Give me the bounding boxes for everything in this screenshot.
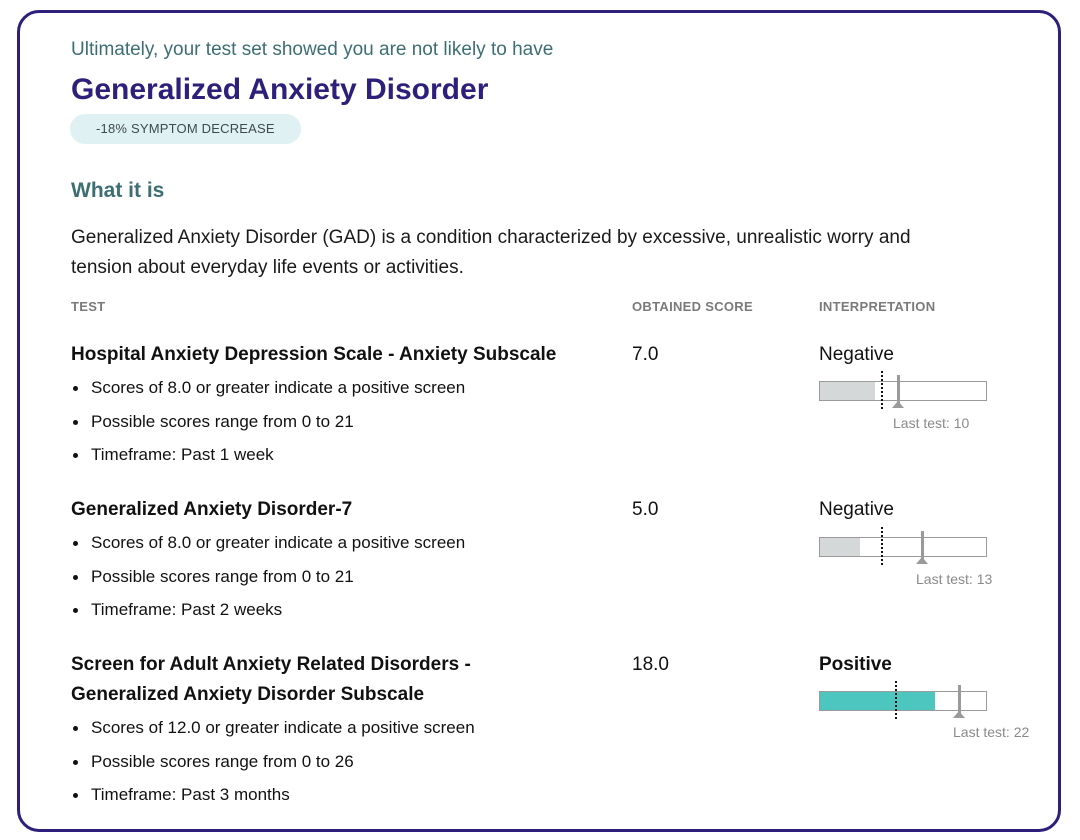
test-name-line-2: Generalized Anxiety Disorder Subscale: [71, 684, 425, 705]
condition-description: Generalized Anxiety Disorder (GAD) is a condition characterized by excessive, unrealistic worry and tension about everyday life events or activities.: [71, 227, 911, 278]
summary-intro: Ultimately, your test set showed you are not likely to have: [71, 39, 554, 60]
result-card: [17, 10, 1061, 832]
threshold-marker: [881, 371, 883, 409]
score-meter: [819, 691, 987, 711]
condition-title: Generalized Anxiety Disorder: [71, 73, 489, 106]
symptom-change-badge: -18% SYMPTOM DECREASE: [70, 114, 301, 144]
column-header-interpretation: INTERPRETATION: [819, 299, 936, 314]
column-header-score: OBTAINED SCORE: [632, 299, 753, 314]
test-details: [71, 532, 465, 633]
score-meter: [819, 537, 987, 557]
test-details: [71, 717, 475, 818]
score-meter: [819, 381, 987, 401]
what-it-is-heading: What it is: [71, 179, 165, 202]
detail-threshold: Scores of 12.0 or greater indicate a positive screen: [91, 717, 475, 751]
last-test-triangle-icon: [953, 711, 965, 718]
test-name-line-1: Screen for Adult Anxiety Related Disorders -: [71, 654, 471, 675]
detail-range: Possible scores range from 0 to 21: [91, 566, 465, 600]
meter-fill: [820, 692, 935, 710]
test-interpretation: Negative: [819, 499, 894, 520]
test-score: 7.0: [632, 344, 659, 365]
detail-threshold: Scores of 8.0 or greater indicate a positive screen: [91, 377, 465, 411]
last-test-label: Last test: 22: [953, 724, 1030, 740]
detail-range: Possible scores range from 0 to 26: [91, 751, 475, 785]
detail-timeframe: Timeframe: Past 1 week: [91, 444, 465, 478]
detail-timeframe: Timeframe: Past 3 months: [91, 784, 475, 818]
test-name: Hospital Anxiety Depression Scale - Anxiety Subscale: [71, 344, 557, 365]
last-test-label: Last test: 13: [916, 571, 993, 587]
test-interpretation: Negative: [819, 344, 894, 365]
test-score: 18.0: [632, 654, 669, 675]
meter-fill: [820, 538, 860, 556]
test-name: Generalized Anxiety Disorder-7: [71, 499, 353, 520]
test-details: [71, 377, 465, 478]
detail-range: Possible scores range from 0 to 21: [91, 411, 465, 445]
threshold-marker: [881, 527, 883, 565]
threshold-marker: [895, 681, 897, 719]
last-test-label: Last test: 10: [893, 415, 970, 431]
meter-fill: [820, 382, 875, 400]
last-test-triangle-icon: [916, 557, 928, 564]
test-interpretation: Positive: [819, 654, 892, 675]
detail-timeframe: Timeframe: Past 2 weeks: [91, 599, 465, 633]
test-score: 5.0: [632, 499, 659, 520]
column-header-test: TEST: [71, 299, 106, 314]
detail-threshold: Scores of 8.0 or greater indicate a positive screen: [91, 532, 465, 566]
last-test-triangle-icon: [892, 401, 904, 408]
